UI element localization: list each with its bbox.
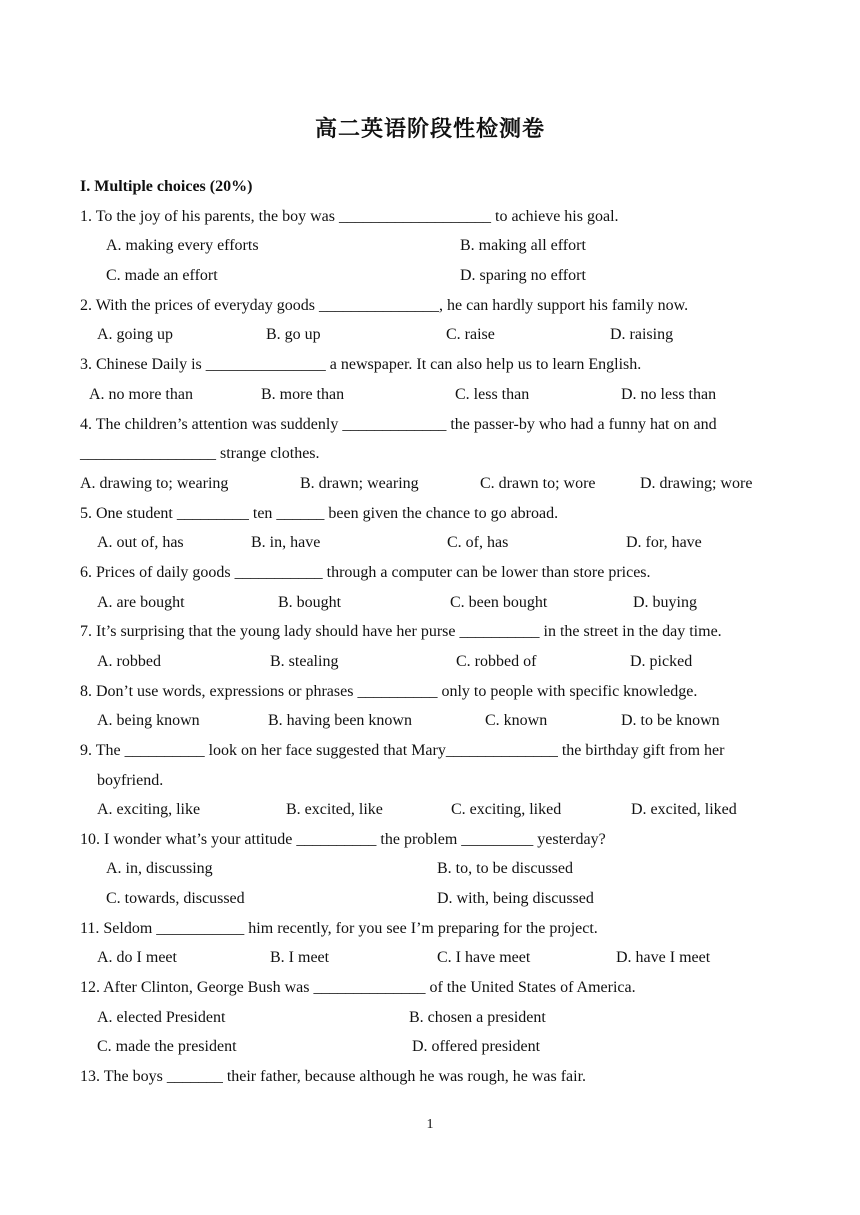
question-4-option-b: B. drawn; wearing — [300, 475, 419, 492]
section-heading: I. Multiple choices (20%) — [80, 178, 253, 195]
question-2-option-c: C. raise — [446, 326, 495, 343]
question-5-option-b: B. in, have — [251, 534, 321, 551]
question-7-option-b: B. stealing — [270, 653, 339, 670]
question-6-stem: 6. Prices of daily goods ___________ through a computer can be lower than store prices. — [80, 564, 651, 581]
question-10-option-d: D. with, being discussed — [437, 890, 594, 907]
question-11-option-b: B. I meet — [270, 949, 330, 966]
question-12-stem: 12. After Clinton, George Bush was ______________ of the United States of America. — [80, 979, 636, 996]
question-4-option-a: A. drawing to; wearing — [80, 475, 229, 492]
question-1-stem: 1. To the joy of his parents, the boy was ___________________ to achieve his goal. — [80, 208, 619, 225]
question-1-option-d: D. sparing no effort — [460, 267, 586, 284]
question-3-stem: 3. Chinese Daily is _______________ a newspaper. It can also help us to learn English. — [80, 356, 642, 373]
question-8-option-b: B. having been known — [268, 712, 412, 729]
question-9-option-d: D. excited, liked — [631, 801, 737, 818]
question-2-option-a: A. going up — [97, 326, 173, 343]
question-13-stem: 13. The boys _______ their father, because although he was rough, he was fair. — [80, 1068, 587, 1085]
question-9-option-c: C. exciting, liked — [451, 801, 562, 818]
question-8-option-d: D. to be known — [621, 712, 720, 729]
question-9-option-a: A. exciting, like — [97, 801, 201, 818]
question-6-option-b: B. bought — [278, 594, 342, 611]
question-9-option-b: B. excited, like — [286, 801, 383, 818]
question-10-option-a: A. in, discussing — [106, 860, 213, 877]
question-12-option-c: C. made the president — [97, 1038, 237, 1055]
question-8-option-c: C. known — [485, 712, 548, 729]
question-3-option-b: B. more than — [261, 386, 345, 403]
question-7-option-c: C. robbed of — [456, 653, 537, 670]
question-5-option-c: C. of, has — [447, 534, 509, 551]
question-10-option-b: B. to, to be discussed — [437, 860, 573, 877]
question-6-option-a: A. are bought — [97, 594, 185, 611]
question-11-stem: 11. Seldom ___________ him recently, for you see I’m preparing for the project. — [80, 920, 598, 937]
question-12-option-d: D. offered president — [412, 1038, 541, 1055]
question-1-option-b: B. making all effort — [460, 237, 586, 254]
question-3-option-a: A. no more than — [89, 386, 193, 403]
question-3-option-c: C. less than — [455, 386, 530, 403]
question-11-option-d: D. have I meet — [616, 949, 711, 966]
question-3-option-d: D. no less than — [621, 386, 717, 403]
question-1-option-a: A. making every efforts — [106, 237, 259, 254]
question-11-option-c: C. I have meet — [437, 949, 531, 966]
question-12-option-a: A. elected President — [97, 1009, 226, 1026]
question-2-stem: 2. With the prices of everyday goods _______________, he can hardly support his family now. — [80, 297, 689, 314]
question-10-stem: 10. I wonder what’s your attitude __________ the problem _________ yesterday? — [80, 831, 606, 848]
question-9-stem-line-2: boyfriend. — [97, 772, 164, 789]
question-1-option-c: C. made an effort — [106, 267, 218, 284]
question-2-option-d: D. raising — [610, 326, 674, 343]
question-4-option-d: D. drawing; wore — [640, 475, 753, 492]
question-6-option-c: C. been bought — [450, 594, 548, 611]
question-4-stem-line-1: 4. The children’s attention was suddenly _____________ the passer-by who had a funny hat on and — [80, 416, 717, 433]
question-7-option-d: D. picked — [630, 653, 693, 670]
question-11-option-a: A. do I meet — [97, 949, 177, 966]
question-5-stem: 5. One student _________ ten ______ been given the chance to go abroad. — [80, 505, 559, 522]
page-title: 高二英语阶段性检测卷 — [314, 117, 545, 142]
question-8-option-a: A. being known — [97, 712, 200, 729]
question-9-stem-line-1: 9. The __________ look on her face suggested that Mary______________ the birthday gift from her — [80, 742, 725, 759]
question-7-stem: 7. It’s surprising that the young lady should have her purse __________ in the street in the day time. — [80, 623, 722, 640]
question-5-option-a: A. out of, has — [97, 534, 184, 551]
page-number: 1 — [426, 1117, 434, 1132]
question-4-stem-line-2: _________________ strange clothes. — [80, 445, 320, 462]
question-4-option-c: C. drawn to; wore — [480, 475, 596, 492]
question-8-stem: 8. Don’t use words, expressions or phrases __________ only to people with specific knowledge. — [80, 683, 698, 700]
question-2-option-b: B. go up — [266, 326, 321, 343]
question-7-option-a: A. robbed — [97, 653, 161, 670]
question-5-option-d: D. for, have — [626, 534, 702, 551]
question-10-option-c: C. towards, discussed — [106, 890, 245, 907]
question-6-option-d: D. buying — [633, 594, 697, 611]
question-12-option-b: B. chosen a president — [409, 1009, 546, 1026]
